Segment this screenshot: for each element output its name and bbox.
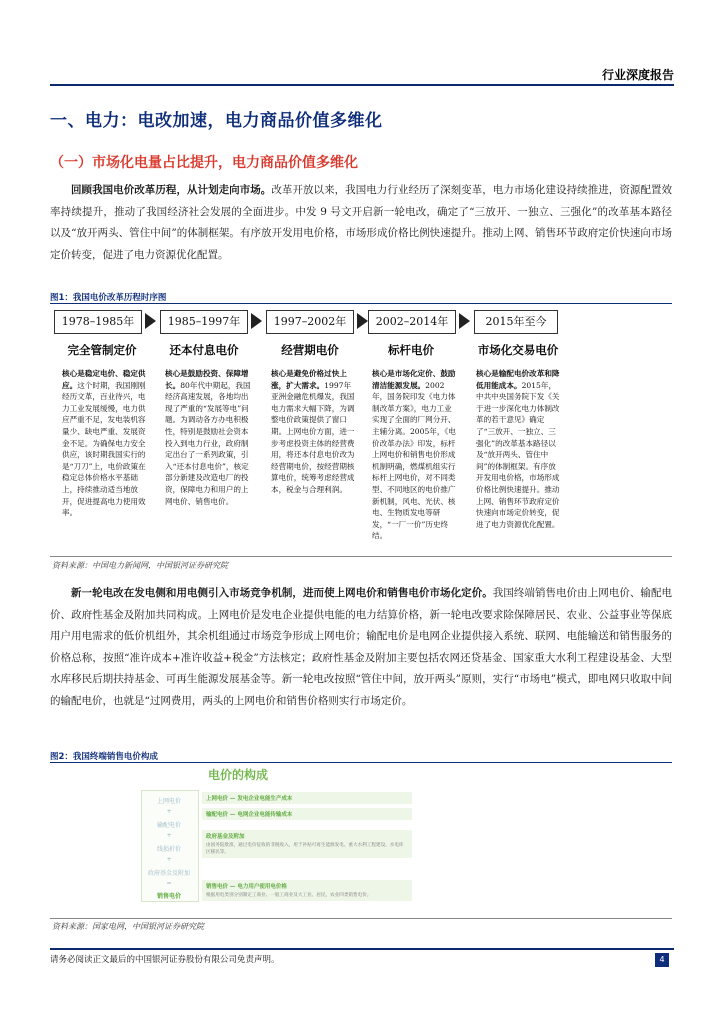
timeline-title-4: 标杆电价	[388, 343, 434, 357]
timeline-period-2: 1985–1997年	[160, 310, 248, 334]
page-number: 4	[655, 953, 669, 967]
timeline-title-3: 经营期电价	[281, 343, 339, 357]
report-type-label: 行业深度报告	[601, 68, 674, 82]
footer-rule	[50, 948, 674, 950]
timeline-detail-body: 1997年亚洲金融危机爆发，我国电力需求大幅下降，为调整电价政策提供了窗口期。上网电价方面，进一步考虑投资主体的经营费用，将还本付息电价改为经营期电价，按经营期核算电价，统筹考虑经营成本，税金与合理利润。	[271, 380, 355, 494]
formula-item: 上网电价	[156, 798, 181, 805]
component-title: 输配电价 — 电网企业电能传输成本	[206, 812, 293, 818]
paragraph-2	[50, 583, 672, 712]
figure-1-caption-rule	[50, 303, 672, 304]
timeline-detail-lead: 核心是稳定电价、稳定供应。	[62, 369, 146, 390]
figure-2-source-rule	[50, 918, 672, 919]
timeline-title-2: 还本付息电价	[169, 343, 239, 357]
arrow-right-icon	[357, 313, 368, 329]
figure-2-source: 资料来源：国家电网，中国银河证券研究院	[52, 922, 204, 931]
timeline-detail-lead: 核心是避免价格过快上涨，扩大需求。	[271, 369, 347, 390]
arrow-right-icon	[459, 313, 470, 329]
timeline-detail-body: 2002年，国务院印发《电力体制改革方案》，电力工业实现了全面的厂网分开、主辅分离。2005年，《电价改革办法》印发，标杆上网电价和销售电价形成机制明确，燃煤机组实行标杆上网电价，对不同类型、不同地区的电价推广新机制，风电、光伏、核电、生物质发电等研发，“一厂一价”历史终结。	[372, 380, 456, 541]
component-title: 上网电价 — 发电企业电能生产成本	[206, 796, 293, 802]
formula-result: 销售电价	[156, 893, 181, 900]
timeline-period-3: 1997–2002年	[266, 310, 354, 334]
timeline-detail-body: 80年代中期起，我国经济高速发展，各地均出现了严重的“发展等电”问题。为调动各方办电积极性，特别是鼓励社会资本投入到电力行业，政府制定出台了一系列政策，引入“还本付息电价”，核定部分新建及改造电厂的投资，保障电力和用户的上网电价、销售电价。	[165, 380, 251, 506]
component-card-4	[202, 880, 412, 901]
arrow-right-icon	[145, 313, 156, 329]
timeline-detail-body: 这个时期，我国刚刚经历文革，百业待兴，电力工业发展缓慢，电力供应严重不足，发电装机容量少、缺电严重、发展资金不足。为确保电力安全供应，该时期我国实行的是“刀刀”上，电价政策在稳定总体价格水平基础上，持续推动适当地放开，促进提高电力使用效率。	[62, 380, 146, 518]
timeline-detail-body: 2015年，中共中央国务院下发《关于进一步深化电力体制改革的若干意见》确定了“三放开、一独立、三强化”的改革基本路径以及“放开两头、管住中间”的体制框架。有序放开发用电价格，市场形成价格比例快速提升。推动上网、销售环节政府定价快速向市场定价转变，促进了电力资源优化配置。	[476, 380, 560, 529]
arrow-right-icon	[251, 313, 262, 329]
timeline-detail-2	[165, 368, 251, 507]
figure-2-caption-rule	[50, 762, 672, 763]
component-card-2	[202, 808, 412, 820]
formula-operator: +	[166, 832, 172, 839]
component-title: 销售电价 — 电力用户使用电价格	[206, 884, 287, 890]
paragraph-1-body: 改革开放以来，我国电力行业经历了深刻变革，电力市场化建设持续推进，资源配置效率持续提升，推动了我国经济社会发展的全面进步。中发 9 号文开启新一轮电改，确定了“三放开、一独立、三强化”的改革基本路径以及“放开两头、管住中间”的体制框架。有序放开发用电价格，市场形成价格比例快速提升。推动上网、销售环节政府定价快速向市场定价转变，促进了电力资源优化配置。	[50, 184, 673, 261]
figure-2-caption: 图2：我国终端销售电价构成	[50, 752, 158, 762]
component-title: 政府基金及附加	[206, 834, 245, 840]
timeline-period-1: 1978–1985年	[54, 310, 142, 334]
component-card-1	[202, 792, 412, 804]
paragraph-1-lead: 回顾我国电价改革历程，从计划走向市场。	[71, 184, 272, 196]
paragraph-1	[50, 180, 672, 266]
figure-1-source-rule	[50, 556, 672, 557]
formula-operator: =	[166, 880, 172, 887]
timeline-title-1: 完全管制定价	[67, 343, 137, 357]
component-text: 根据用电类别分别制定工商业、一般工商业及大工业、居民、农业四类销售电价。	[206, 893, 372, 898]
component-text: 由国务院批准，通过电价征收的非税收入，用于补贴可再生能源发电、重大水利工程建设、水电库区移民等。	[206, 843, 404, 855]
timeline-detail-lead: 核心是输配电价改革和降低用能成本。	[476, 369, 560, 390]
timeline-detail-lead: 核心是市场化定价、鼓励清洁能源发展。	[372, 369, 456, 390]
formula-item: 政府基金及附加	[147, 870, 190, 877]
formula-item: 输配电价	[156, 822, 181, 829]
timeline-detail-4	[372, 368, 458, 542]
section-heading: 一、电力：电改加速，电力商品价值多维化	[50, 111, 383, 131]
timeline-period-4: 2002–2014年	[368, 310, 456, 334]
formula-item: 线损折价	[156, 846, 181, 853]
figure-1-caption: 图1：我国电价改革历程时序图	[50, 293, 167, 303]
timeline-period-5: 2015年至今	[474, 310, 558, 334]
paragraph-2-body: 我国终端销售电价由上网电价、输配电价、政府性基金及附加共同构成。上网电价是发电企业提供电能的电力结算价格，新一轮电改要求除保障居民、农业、公益事业等保底用户用电需求的低价机组外，其余机组通过市场竞争形成上网电价；输配电价是电网企业提供接入系统、联网、电能输送和销售服务的价格总称，按照“准许成本+准许收益+税金”方法核定；政府性基金及附加主要包括农网还贷基金、国家重大水利工程建设基金、大型水库移民后期扶持基金、可再生能源发展基金等。新一轮电改按照“管住中间，放开两头”原则，实行“市场电”模式，即电网只收取中间的输配电价，也就是“过网费用，两头的上网电价和销售价格则实行市场定价。	[50, 587, 673, 707]
footer-disclaimer: 请务必阅读正文最后的中国银河证券股份有限公司免责声明。	[50, 955, 280, 965]
figure-1-source: 资料来源：中国电力新闻网，中国银河证券研究院	[52, 561, 228, 570]
component-card-3	[202, 830, 412, 858]
header-rule	[50, 84, 674, 86]
paragraph-2-lead: 新一轮电改在发电侧和用电侧引入市场竞争机制，进而使上网电价和销售电价市场化定价。	[71, 587, 493, 599]
timeline-detail-1	[62, 368, 148, 519]
timeline-detail-3	[271, 368, 357, 496]
formula-operator: +	[166, 856, 172, 863]
subsection-heading: （一）市场化电量占比提升，电力商品价值多维化	[50, 155, 358, 171]
diagram-title: 电价的构成	[208, 768, 269, 782]
formula-operator: +	[166, 808, 172, 815]
timeline-detail-5	[476, 368, 562, 530]
timeline-detail-lead: 核心是鼓励投资、保障增长。	[165, 369, 249, 390]
timeline-title-5: 市场化交易电价	[477, 343, 559, 357]
